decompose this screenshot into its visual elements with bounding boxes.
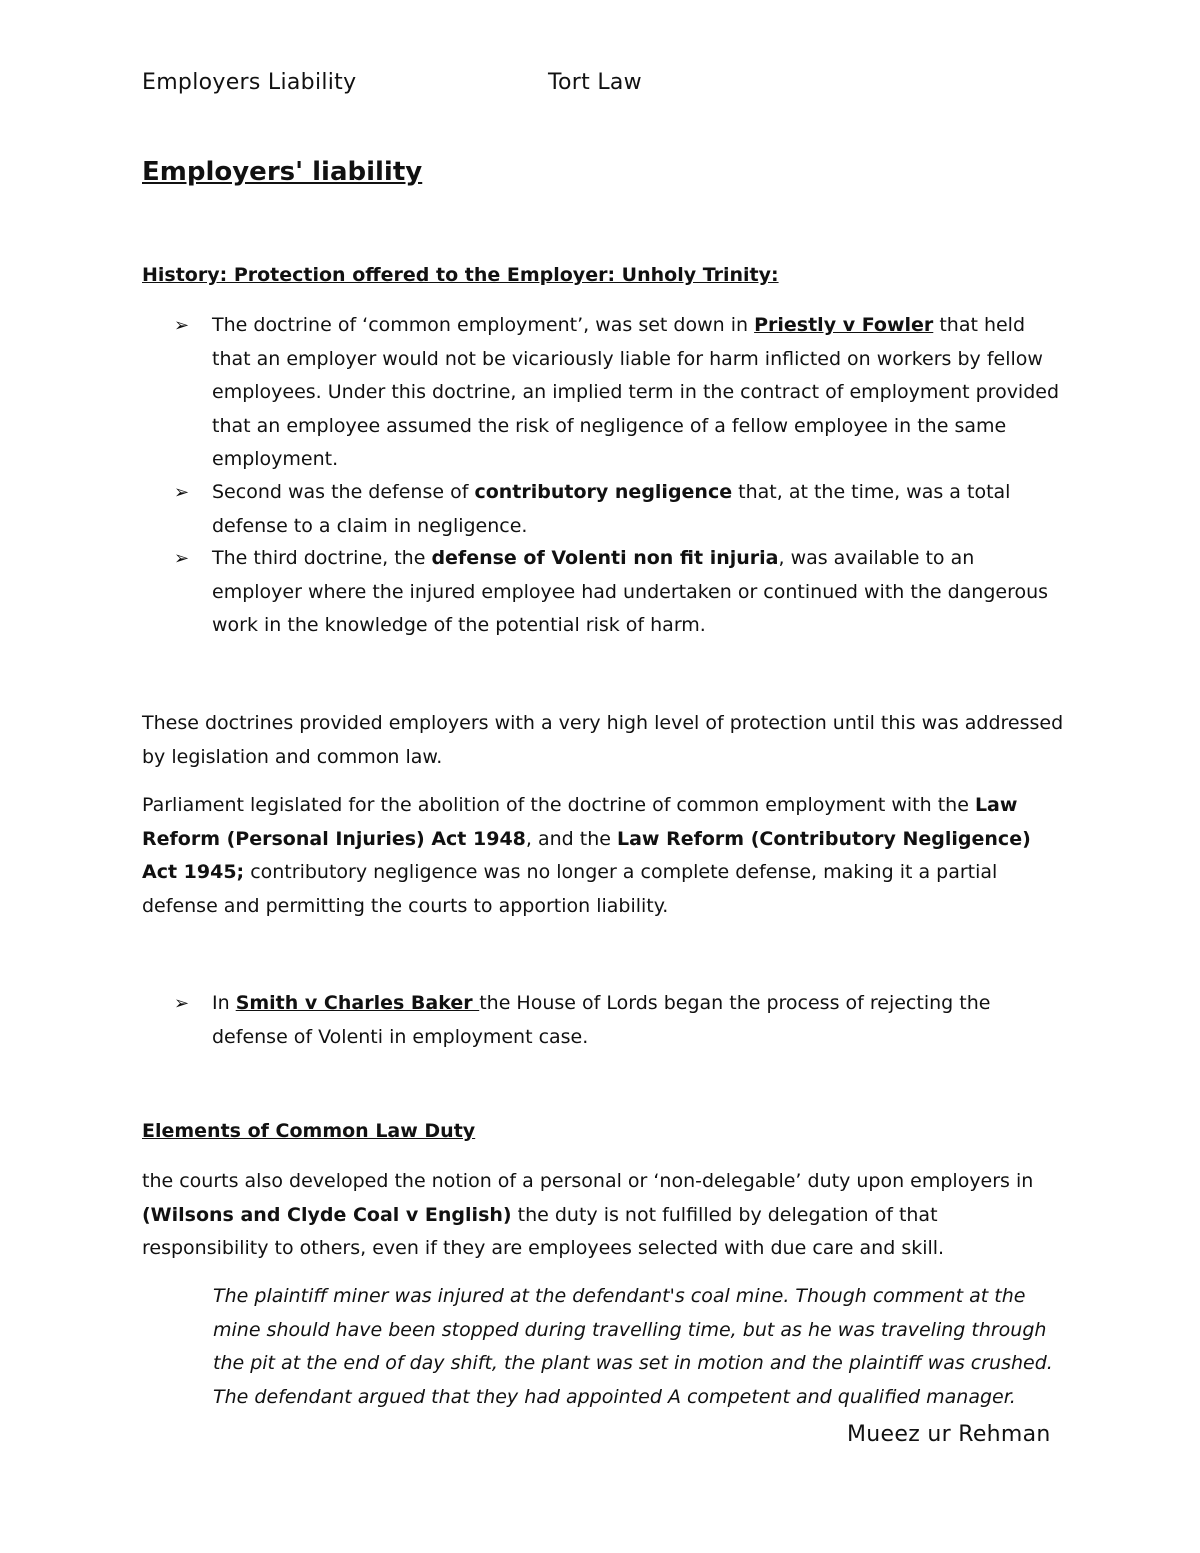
case-name: Priestly v Fowler [754, 314, 934, 336]
bullet-item-contributory-negligence [174, 476, 1064, 543]
act-name: Law Reform (Personal Injuries) Act 1948 [142, 794, 1018, 850]
bold-term: contributory negligence [474, 481, 733, 503]
act-name: Law Reform (Contributory Negligence) Act 1945; [142, 827, 1031, 883]
bullet-item-volenti [174, 542, 1064, 643]
page-title: Employers' liability [142, 157, 423, 187]
arrowhead-bullet-icon: ➢ [174, 482, 190, 503]
author-name: Mueez ur Rehman [847, 1422, 1051, 1447]
header-left: Employers Liability [142, 70, 357, 95]
bullet-text: The third doctrine, the defense of Volenti non fit injuria, was available to an employer where the injured employee had undertaken or continued with the dangerous work in the knowledge of the potential risk of harm. [212, 547, 1049, 636]
section-heading-history: History: Protection offered to the Employer: Unholy Trinity: [142, 264, 779, 286]
paragraph-non-delegable-duty: the courts also developed the notion of a personal or ‘non-delegable’ duty upon employers in (Wilsons and Clyde Coal v English) the duty is not fulfilled by delegation of that responsibility to others, even if they are employees selected with due care and skill. [142, 1170, 1034, 1259]
arrowhead-bullet-icon: ➢ [174, 993, 190, 1014]
case-name: Smith v Charles Baker [235, 992, 480, 1014]
bullet-item-common-employment [174, 309, 1064, 477]
case-name: (Wilsons and Clyde Coal v English) [142, 1203, 512, 1226]
paragraph-legislation: Parliament legislated for the abolition of the doctrine of common employment with the Law Reform (Personal Injuries) Act 1948, and the Law Reform (Contributory Negligence) Act 1945; contributory negligence was no longer a complete defense, making it a partial defense and permitting the courts to apportion liability. [142, 794, 1031, 917]
header-right: Tort Law [548, 70, 642, 95]
bold-term: defense of Volenti non fit injuria [431, 547, 779, 569]
bullet-item-smith-v-charles-baker [174, 987, 1064, 1054]
case-quote: The plaintiff miner was injured at the defendant's coal mine. Though comment at the mine should have been stopped during travelling time, but as he was traveling through the pit at the end of day shift, the plant was set in motion and the plaintiff was crushed. The defendant argued that they had appointed A competent and qualified manager. [213, 1285, 1053, 1408]
arrowhead-bullet-icon: ➢ [174, 548, 190, 569]
bullet-text: In Smith v Charles Baker the House of Lords began the process of rejecting the defense of Volenti in employment case. [212, 992, 991, 1048]
section-heading-common-law-duty: Elements of Common Law Duty [142, 1120, 476, 1142]
bullet-text: The doctrine of ‘common employment’, was set down in Priestly v Fowler that held that an employer would not be vicariously liable for harm inflicted on workers by fellow employees. Under this doctrine, an implied term in the contract of employment provided that an employee assumed the risk of negligence of a fellow employee in the same employment. [212, 314, 1060, 470]
bullet-text: Second was the defense of contributory negligence that, at the time, was a total defense to a claim in negligence. [212, 481, 1011, 537]
arrowhead-bullet-icon: ➢ [174, 315, 190, 336]
paragraph-protection: These doctrines provided employers with a very high level of protection until this was addressed by legislation and common law. [142, 712, 1064, 768]
